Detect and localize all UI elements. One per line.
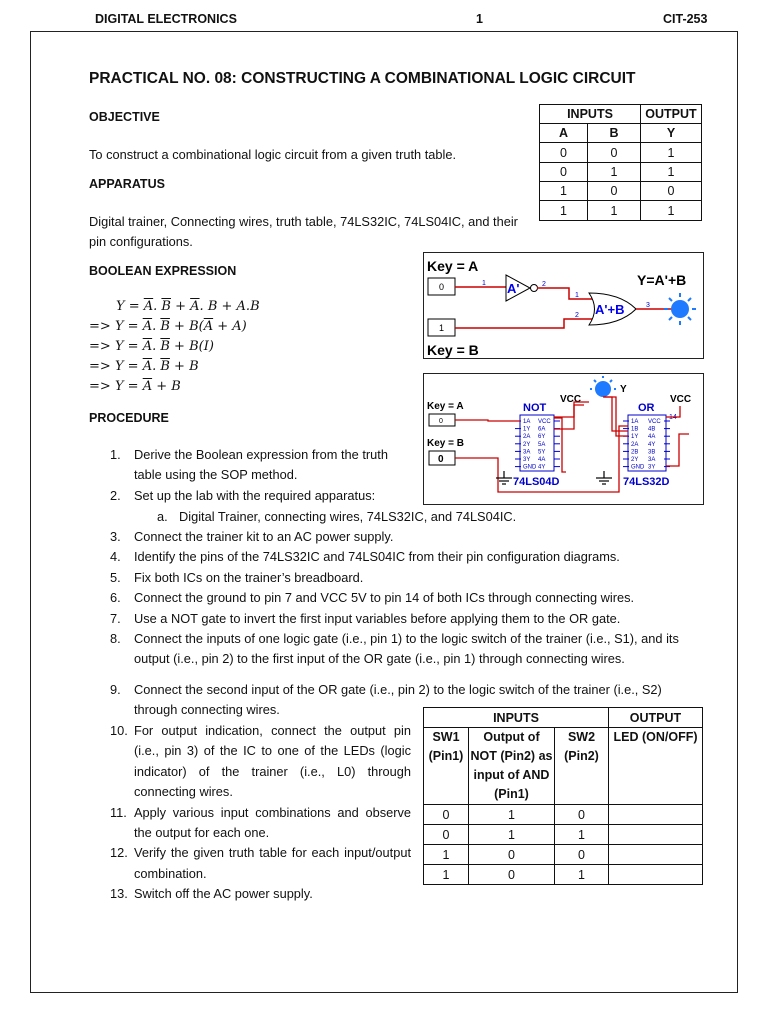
key-b-value: 0: [438, 454, 444, 465]
table-cell: 0: [588, 143, 641, 163]
procedure-step: 5. Fix both ICs on the trainer’s breadboard.: [110, 569, 364, 585]
table-row: [540, 143, 702, 163]
output-expression: Y=A'+B: [637, 272, 687, 288]
bool-line-2: => $Y = \overline{A}$. $\overline{B} + B(\overline{A} + A)$: [89, 319, 247, 334]
table-cell: 0: [424, 825, 469, 845]
table-cell: 1: [424, 845, 469, 865]
ic-pin-label: 5A: [538, 441, 546, 448]
key-a-label: Key = A: [427, 401, 464, 412]
apparatus-text: Digital trainer, Connecting wires, truth table, 74LS32IC, 74LS04IC, and their pin configurations.: [89, 214, 518, 249]
table-cell: 1: [588, 163, 641, 182]
or-label: OR: [638, 402, 655, 414]
ic-pin-label: 4A: [538, 457, 546, 463]
ground-icon: [596, 471, 612, 484]
ic-pin-label: 2Y: [523, 441, 531, 448]
key-a-label: Key = A: [427, 258, 479, 274]
table-row: [540, 201, 702, 221]
led-y-label: Y: [620, 384, 627, 395]
objective-text: To construct a combinational logic circuit from a given truth table.: [89, 147, 457, 162]
procedure-step: 2. Set up the lab with the required apparatus:: [110, 487, 376, 503]
ic-pin-label: 3Y: [648, 464, 656, 471]
procedure-step: 13. Switch off the AC power supply.: [110, 886, 313, 902]
key-a-value: 0: [439, 418, 443, 425]
ic-pin-label: GND: [631, 464, 645, 471]
table-cell: 1: [555, 865, 609, 885]
procedure-list-a: [110, 445, 410, 506]
procedure-step: 10. For output indication, connect the output pin (i.e., pin 3) of the IC to one of the LEDs (logic indicator) of the trainer (i.e., L0) through connecting wires.: [110, 723, 411, 800]
obs-col-sw2: SW2 (Pin2): [555, 728, 609, 805]
apparatus-heading: APPARATUS: [89, 177, 165, 191]
obs-output-header: OUTPUT: [609, 708, 703, 728]
table-cell: 0: [555, 845, 609, 865]
procedure-step: 9. Connect the second input of the OR gate (i.e., pin 2) to the logic switch of the trainer (i.e., S2) through connecting wires.: [110, 682, 662, 718]
table-cell: 0: [555, 805, 609, 825]
table-cell: 0: [540, 143, 588, 163]
procedure-step: 11. Apply various input combinations and observe the output for each one.: [110, 804, 411, 841]
obs-col-not-output: Output of NOT (Pin2) as input of AND (Pin1): [469, 728, 555, 805]
bool-line-3: => $Y = \overline{A}$. $\overline{B} + B(I)$: [89, 339, 214, 354]
obs-col-sw1: SW1 (Pin1): [424, 728, 469, 805]
table-cell: 0: [641, 182, 702, 201]
procedure-step: 7. Use a NOT gate to invert the first input variables before applying them to the OR gate.: [110, 610, 621, 626]
ic-pin-label: VCC: [648, 419, 661, 425]
ic-pin-label: VCC: [538, 419, 551, 425]
table-row: [424, 845, 703, 865]
not-label: NOT: [523, 402, 547, 414]
ic-pin-label: 4Y: [648, 441, 656, 448]
tt-col-y: Y: [641, 124, 702, 143]
table-cell: 0: [424, 805, 469, 825]
tt-col-b: B: [588, 124, 641, 143]
table-cell: [609, 845, 703, 865]
ic-pin-label: 4B: [648, 426, 656, 433]
obs-col-led: LED (ON/OFF): [609, 728, 703, 805]
procedure-step: 12. Verify the given truth table for each input/output combination.: [110, 845, 411, 881]
procedure-heading: PROCEDURE: [89, 411, 169, 425]
procedure-step: a. Digital Trainer, connecting wires, 74LS32IC, and 74LS04IC.: [157, 509, 517, 524]
ic-pin-label: 3Y: [523, 457, 531, 463]
bool-line-4: => $Y = \overline{A}$. $\overline{B} + B$: [89, 359, 199, 374]
tt-output-header: OUTPUT: [641, 105, 702, 124]
ic-pin-label: 1Y: [631, 434, 639, 441]
ic-pin-label: 2A: [631, 441, 639, 448]
not-bubble: [531, 285, 538, 292]
bool-line-5: => $Y = \overline{A} + B$: [89, 379, 181, 394]
observation-table: [423, 707, 703, 885]
key-b-label: Key = B: [427, 342, 479, 358]
table-cell: [609, 805, 703, 825]
truth-table: [539, 104, 702, 221]
boolean-heading: BOOLEAN EXPRESSION: [89, 264, 237, 278]
led-icon: [595, 381, 611, 397]
table-cell: 1: [469, 805, 555, 825]
vcc-label: VCC: [560, 394, 582, 405]
procedure-substep: [157, 507, 717, 527]
pin-label: 2: [575, 312, 579, 319]
table-cell: [609, 825, 703, 845]
ic-pin-label: 3A: [648, 457, 656, 463]
ic1-label: 74LS04D: [513, 476, 560, 488]
procedure-list-d: [110, 721, 411, 905]
key-b-label: Key = B: [427, 438, 464, 449]
procedure-step: 1. Derive the Boolean expression from the truth table using the SOP method.: [110, 447, 388, 483]
header-page-number: 1: [476, 12, 483, 26]
wire-not-to-or: [537, 288, 594, 299]
table-cell: 0: [588, 182, 641, 201]
ic-pin-label: 6Y: [538, 434, 546, 441]
table-cell: 1: [588, 201, 641, 221]
ic-pin-label: 1A: [523, 419, 531, 425]
table-cell: 1: [641, 143, 702, 163]
ic-pin-label: 5Y: [538, 449, 546, 456]
ic-pin-label: 1A: [631, 419, 639, 425]
pin-label: 1: [482, 280, 486, 287]
pin-label: 3: [646, 302, 650, 309]
table-cell: 1: [641, 201, 702, 221]
table-cell: 1: [641, 163, 702, 182]
procedure-list-b: [110, 527, 704, 670]
pin-14-label: 14: [669, 414, 677, 421]
header-course: DIGITAL ELECTRONICS: [95, 12, 237, 26]
table-row: [424, 865, 703, 885]
ic-pin-label: 3A: [523, 449, 531, 456]
table-cell: 1: [540, 182, 588, 201]
header-code: CIT-253: [663, 12, 708, 26]
ic-pin-label: 2B: [631, 449, 639, 456]
table-cell: 0: [469, 865, 555, 885]
table-cell: 0: [540, 163, 588, 182]
tt-inputs-header: INPUTS: [540, 105, 641, 124]
led-icon: [671, 300, 689, 318]
tt-col-a: A: [540, 124, 588, 143]
table-cell: 1: [424, 865, 469, 885]
not-output-label: A': [507, 281, 520, 296]
or-output-label: A'+B: [595, 302, 625, 317]
ic-pin-label: 1Y: [523, 426, 531, 433]
table-cell: [609, 865, 703, 885]
key-a-value: 0: [439, 282, 445, 292]
table-cell: 1: [555, 825, 609, 845]
page-title: PRACTICAL NO. 08: CONSTRUCTING A COMBINATIONAL LOGIC CIRCUIT: [89, 70, 636, 87]
table-row: [424, 805, 703, 825]
ic-wiring-diagram: [423, 373, 704, 505]
procedure-step: 3. Connect the trainer kit to an AC power supply.: [110, 529, 394, 544]
objective-heading: OBJECTIVE: [89, 110, 160, 124]
ic-pin-label: 4Y: [538, 464, 546, 471]
table-row: [424, 825, 703, 845]
obs-inputs-header: INPUTS: [424, 708, 609, 728]
procedure-step: 6. Connect the ground to pin 7 and VCC 5V to pin 14 of both ICs through connecting wires.: [110, 590, 635, 606]
bool-line-1: $Y = \overline{A}$. $\overline{B} + \overline{A}$. B + A.B: [116, 299, 260, 314]
table-row: [540, 163, 702, 182]
ic-pin-label: 2A: [523, 434, 531, 441]
logic-circuit-diagram: [423, 252, 704, 359]
ic2-label: 74LS32D: [623, 476, 670, 488]
wire-b: [455, 319, 594, 328]
procedure-step: 4. Identify the pins of the 74LS32IC and 74LS04IC from their pin configuration diagrams.: [110, 549, 620, 565]
pin-label: 2: [542, 281, 546, 288]
procedure-step: 8. Connect the inputs of one logic gate (i.e., pin 1) to the logic switch of the trainer (i.e., S1), and its output (i.e., pin 2) to the first input of the OR gate (i.e., pin 1) through connecting wires.: [110, 631, 679, 667]
pin-label: 1: [575, 292, 579, 299]
table-cell: 1: [469, 825, 555, 845]
key-b-value: 1: [439, 323, 445, 333]
ic-pin-label: 1B: [631, 426, 639, 433]
table-cell: 1: [540, 201, 588, 221]
ic-pin-label: 2Y: [631, 457, 639, 463]
table-cell: 0: [469, 845, 555, 865]
ic-pin-label: 3B: [648, 449, 656, 456]
ic-pin-label: GND: [523, 464, 537, 471]
table-row: [540, 182, 702, 201]
vcc-label-2: VCC: [670, 394, 692, 405]
ic-pin-label: 6A: [538, 426, 546, 433]
ic-pin-label: 4A: [648, 434, 656, 441]
